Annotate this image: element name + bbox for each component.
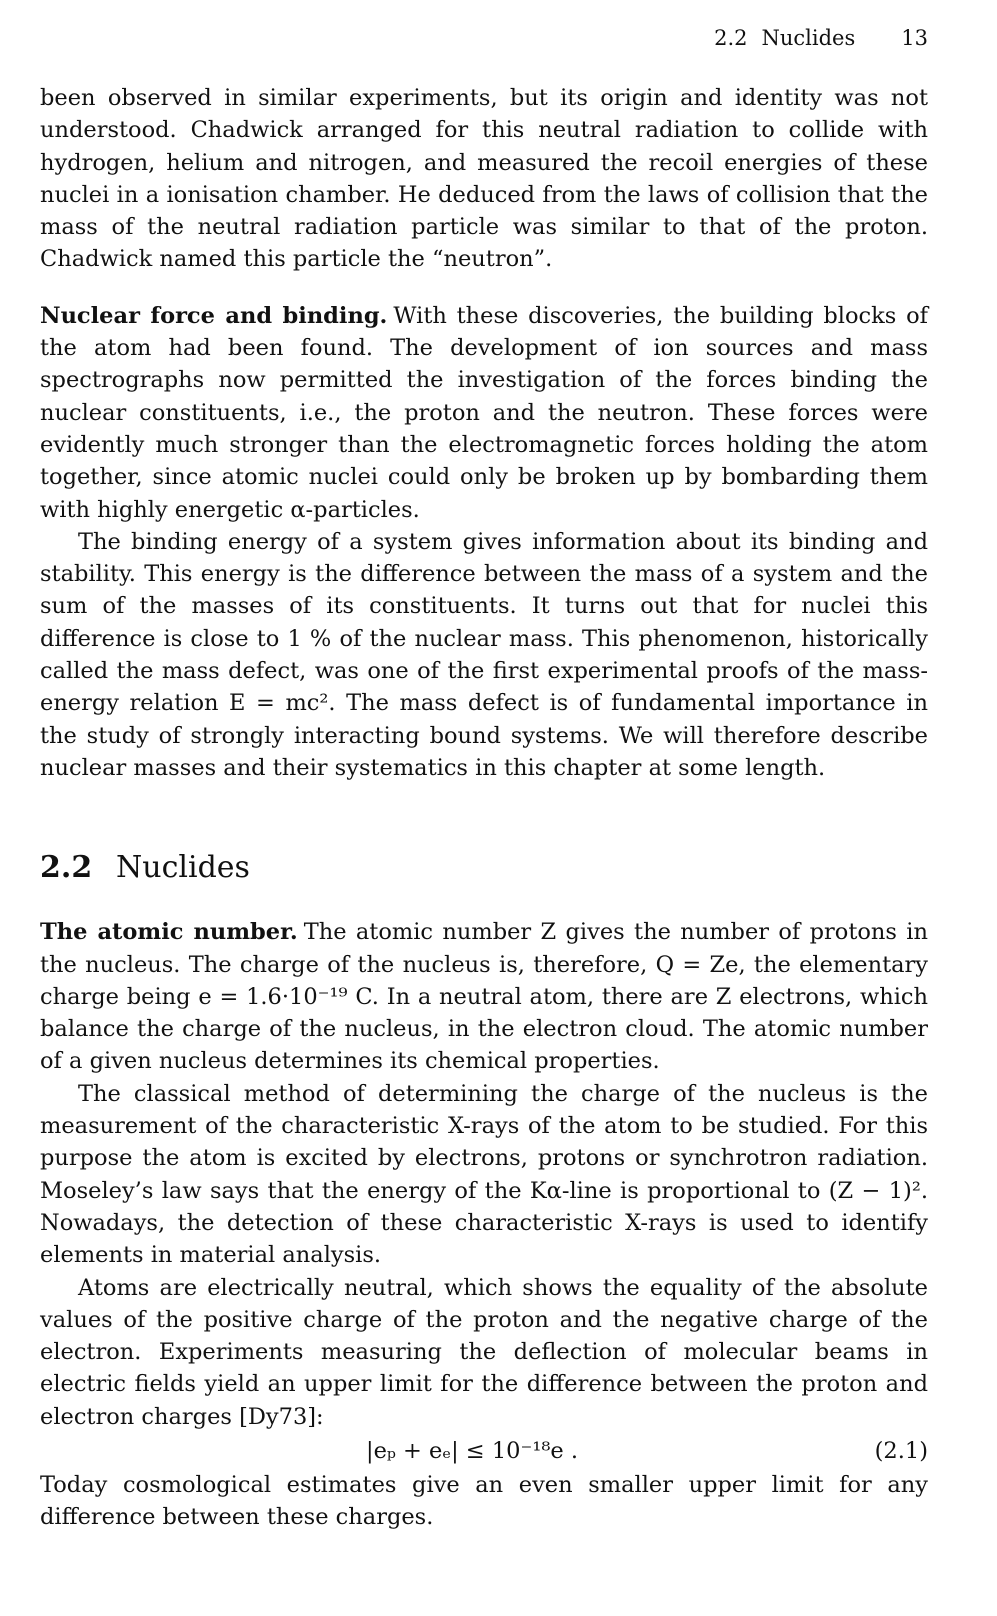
header-section-number: 2.2 bbox=[714, 26, 748, 50]
page bbox=[40, 26, 928, 1534]
header-section-title: Nuclides bbox=[761, 26, 856, 50]
section-number: 2.2 bbox=[40, 850, 93, 886]
page-number: 13 bbox=[901, 26, 928, 50]
equation-label: (2.1) bbox=[874, 1437, 928, 1464]
equation-expression: |eₚ + eₑ| ≤ 10⁻¹⁸e . bbox=[366, 1437, 578, 1464]
paragraph-chadwick: been observed in similar experiments, but its origin and identity was not understood. Chadwick arranged for this neutral radiation to collide with hydrogen, helium and nitrogen, and measured the recoil energies of these nuclei in a ionisation chamber. He deduced from the laws of collision that the mass of the neutral radiation particle was similar to that of the proton. Chadwick named this particle the “neutron”. bbox=[40, 85, 928, 273]
section-heading bbox=[40, 850, 928, 890]
paragraph-xrays: The classical method of determining the charge of the nucleus is the measurement of the characteristic X-rays of the atom to be studied. For this purpose the atom is excited by electrons, protons or synchrotron radiation. Moseley’s law says that the energy of the Kα-line is proportional to (Z − 1)². Nowadays, the detection of these characteristic X-rays is used to identify elements in material analysis. bbox=[40, 1080, 928, 1269]
section-title: Nuclides bbox=[116, 850, 250, 886]
running-header bbox=[40, 26, 928, 60]
paragraph-atomic-number bbox=[40, 916, 928, 1077]
paragraph-heading-atomic-number: The atomic number. bbox=[40, 919, 298, 946]
paragraph-cosmological: Today cosmological estimates give an even smaller upper limit for any difference between these charges. bbox=[40, 1471, 928, 1531]
paragraph-neutrality: Atoms are electrically neutral, which shows the equality of the absolute values of the positive charge of the proton and the negative charge of the electron. Experiments measuring the deflection of molecular beams in electric fields yield an upper limit for the difference between the proton and electron charges [Dy73]: bbox=[40, 1274, 928, 1430]
equation-2-1 bbox=[40, 1433, 928, 1469]
paragraph-atomic-number-text: The atomic number Z gives the number of protons in the nucleus. The charge of the nucleus is, therefore, Q = Ze, the elementary charge being e = 1.6·10⁻¹⁹ C. In a neutral atom, there are Z electrons, which balance the charge of the nucleus, in the electron cloud. The atomic number of a given nucleus determines its chemical properties. bbox=[40, 919, 928, 1075]
paragraph-heading-nuclear-force: Nuclear force and binding. bbox=[40, 302, 388, 329]
paragraph-nuclear-force-text: With these discoveries, the building blocks of the atom had been found. The development of ion sources and mass spectrographs now permitted the investigation of the forces binding the nuclear constituents, i.e., the proton and the neutron. These forces were evidently much stronger than the electromagnetic forces holding the atom together, since atomic nuclei could only be broken up by bombarding them with highly energetic α-particles. bbox=[40, 302, 928, 523]
paragraph-binding-energy: The binding energy of a system gives information about its binding and stability. This energy is the difference between the mass of a system and the sum of the masses of its constituents. It turns out that for nuclei this difference is close to 1 % of the nuclear mass. This phenomenon, historically called the mass defect, was one of the first experimental proofs of the mass-energy relation E = mc². The mass defect is of fundamental importance in the study of strongly interacting bound systems. We will therefore describe nuclear masses and their systematics in this chapter at some length. bbox=[40, 528, 928, 781]
paragraph-nuclear-force bbox=[40, 300, 928, 526]
